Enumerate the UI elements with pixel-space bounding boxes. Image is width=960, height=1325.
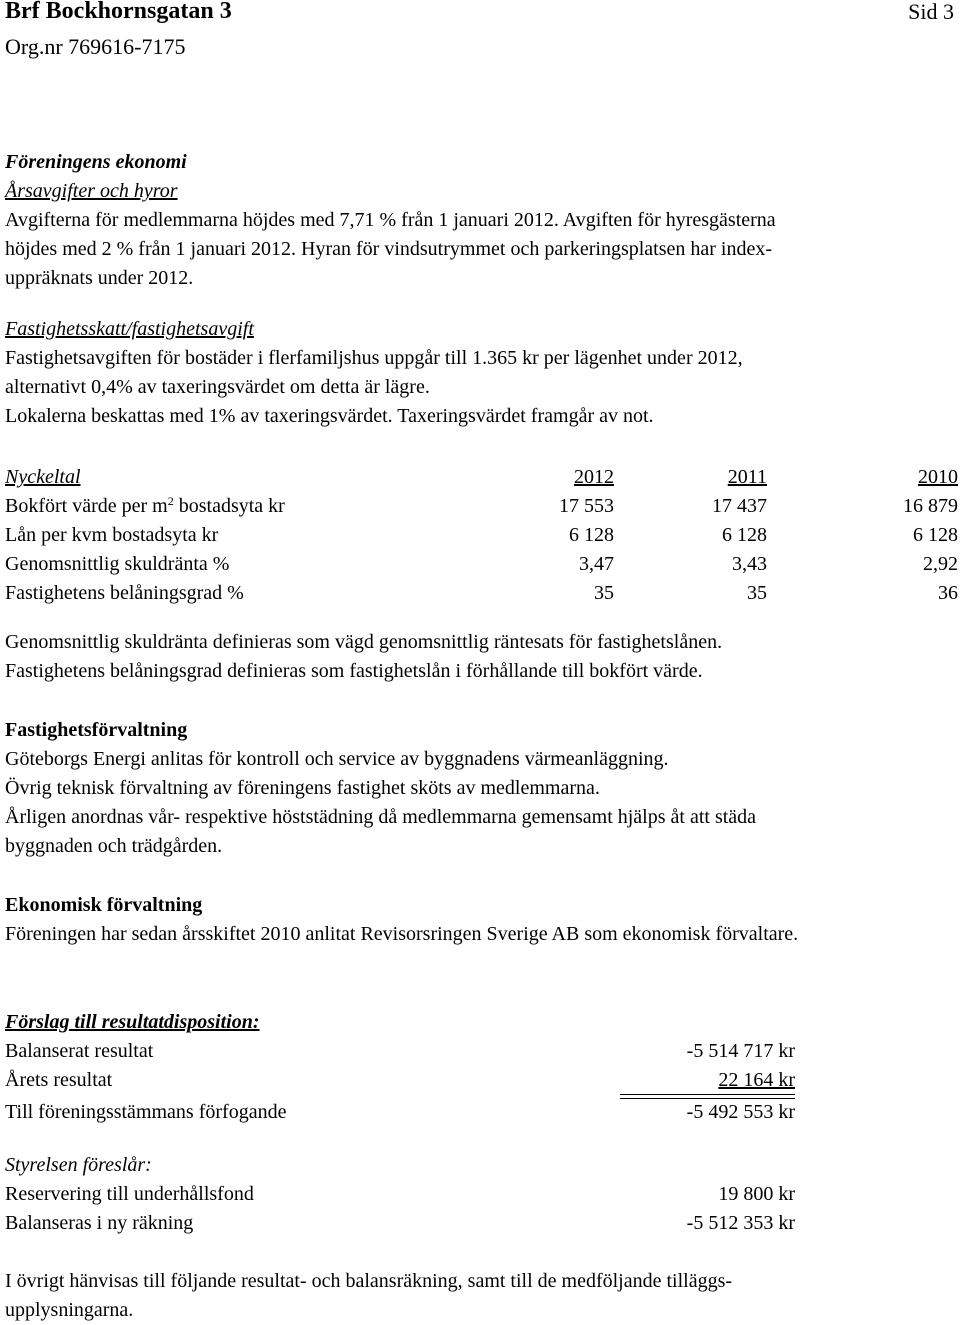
key-figure-value: 3,47 xyxy=(579,553,614,575)
financial-management-line: Föreningen har sedan årsskiftet 2010 anlitat Revisorsringen Sverige AB som ekonomisk förvaltare. xyxy=(5,923,799,945)
footer-line-2: upplysningarna. xyxy=(5,1299,134,1321)
year-header: 2012 xyxy=(574,466,614,488)
property-management-line-4: byggnaden och trädgården. xyxy=(5,835,223,857)
sum-double-rule-bottom xyxy=(620,1098,795,1099)
key-figure-label: Bokfört värde per $m^2$ bostadsyta kr xyxy=(5,494,285,517)
key-figure-label: Lån per kvm bostadsyta kr xyxy=(5,524,219,546)
disposition-value: -5 492 553 kr xyxy=(686,1101,795,1123)
key-figure-value: 2,92 xyxy=(923,553,958,575)
property-management-heading: Fastighetsförvaltning xyxy=(5,719,188,741)
footer-line-1: I övrigt hänvisas till följande resultat- och balansräkning, samt till de medföljande tilläggs- xyxy=(5,1270,733,1292)
tax-subheading: Fastighetsskatt/fastighetsavgift xyxy=(5,318,254,340)
key-figure-value: 35 xyxy=(747,582,767,604)
year-header: 2010 xyxy=(918,466,958,488)
key-figures-note-1: Genomsnittlig skuldränta definieras som vägd genomsnittlig räntesats för fastighetslånen. xyxy=(5,631,723,653)
org-number: Org.nr 769616-7175 xyxy=(5,34,186,59)
property-management-line-1: Göteborgs Energi anlitas för kontroll och service av byggnadens värmeanläggning. xyxy=(5,748,669,770)
key-figure-value: 35 xyxy=(594,582,614,604)
fees-line-2: höjdes med 2 % från 1 januari 2012. Hyran för vindsutrymmet och parkeringsplatsen har index- xyxy=(5,238,773,260)
board-proposal-label: Balanseras i ny räkning xyxy=(5,1212,194,1234)
disposition-label: Till föreningsstämmans förfogande xyxy=(5,1101,287,1123)
board-proposal-heading: Styrelsen föreslår: xyxy=(5,1154,152,1176)
sum-double-rule-top xyxy=(620,1094,795,1095)
board-proposal-value: 19 800 kr xyxy=(718,1183,795,1205)
tax-line-2: alternativt 0,4% av taxeringsvärdet om detta är lägre. xyxy=(5,376,430,398)
key-figure-value: 17 437 xyxy=(712,495,767,517)
fees-line-3: uppräknats under 2012. xyxy=(5,267,194,289)
property-management-line-3: Årligen anordnas vår- respektive höststädning då medlemmarna gemensamt hjälps åt att städa xyxy=(5,806,757,828)
fees-subheading: Årsavgifter och hyror xyxy=(5,180,178,202)
association-name: Brf Bockhornsgatan 3 xyxy=(5,0,232,24)
board-proposal-value: -5 512 353 kr xyxy=(686,1212,795,1234)
tax-line-1: Fastighetsavgiften för bostäder i flerfamiljshus uppgår till 1.365 kr per lägenhet under 2012, xyxy=(5,347,743,369)
key-figure-value: 6 128 xyxy=(913,524,958,546)
key-figure-label: Genomsnittlig skuldränta % xyxy=(5,553,230,575)
key-figure-value: 6 128 xyxy=(722,524,767,546)
key-figure-value: 17 553 xyxy=(559,495,614,517)
tax-line-3: Lokalerna beskattas med 1% av taxeringsvärdet. Taxeringsvärdet framgår av not. xyxy=(5,405,654,427)
disposition-value: -5 514 717 kr xyxy=(686,1040,795,1062)
fees-line-1: Avgifterna för medlemmarna höjdes med 7,71 % från 1 januari 2012. Avgiften för hyresgästerna xyxy=(5,209,776,231)
key-figure-value: 6 128 xyxy=(569,524,614,546)
disposition-value: 22 164 kr xyxy=(718,1069,795,1091)
key-figures-heading: Nyckeltal xyxy=(5,466,81,488)
key-figure-value: 36 xyxy=(938,582,958,604)
economy-heading: Föreningens ekonomi xyxy=(5,151,187,173)
board-proposal-label: Reservering till underhållsfond xyxy=(5,1183,254,1205)
key-figure-label: Fastighetens belåningsgrad % xyxy=(5,582,244,604)
year-header: 2011 xyxy=(727,466,767,488)
disposition-label: Balanserat resultat xyxy=(5,1040,154,1062)
key-figures-note-2: Fastighetens belåningsgrad definieras som fastighetslån i förhållande till bokfört värde. xyxy=(5,660,703,682)
property-management-line-2: Övrig teknisk förvaltning av föreningens fastighet sköts av medlemmarna. xyxy=(5,777,600,799)
key-figure-value: 3,43 xyxy=(732,553,767,575)
page-number: Sid 3 xyxy=(908,0,954,24)
financial-management-heading: Ekonomisk förvaltning xyxy=(5,894,203,916)
key-figure-value: 16 879 xyxy=(903,495,958,517)
disposition-label: Årets resultat xyxy=(5,1069,113,1091)
disposition-heading: Förslag till resultatdisposition: xyxy=(5,1011,260,1033)
